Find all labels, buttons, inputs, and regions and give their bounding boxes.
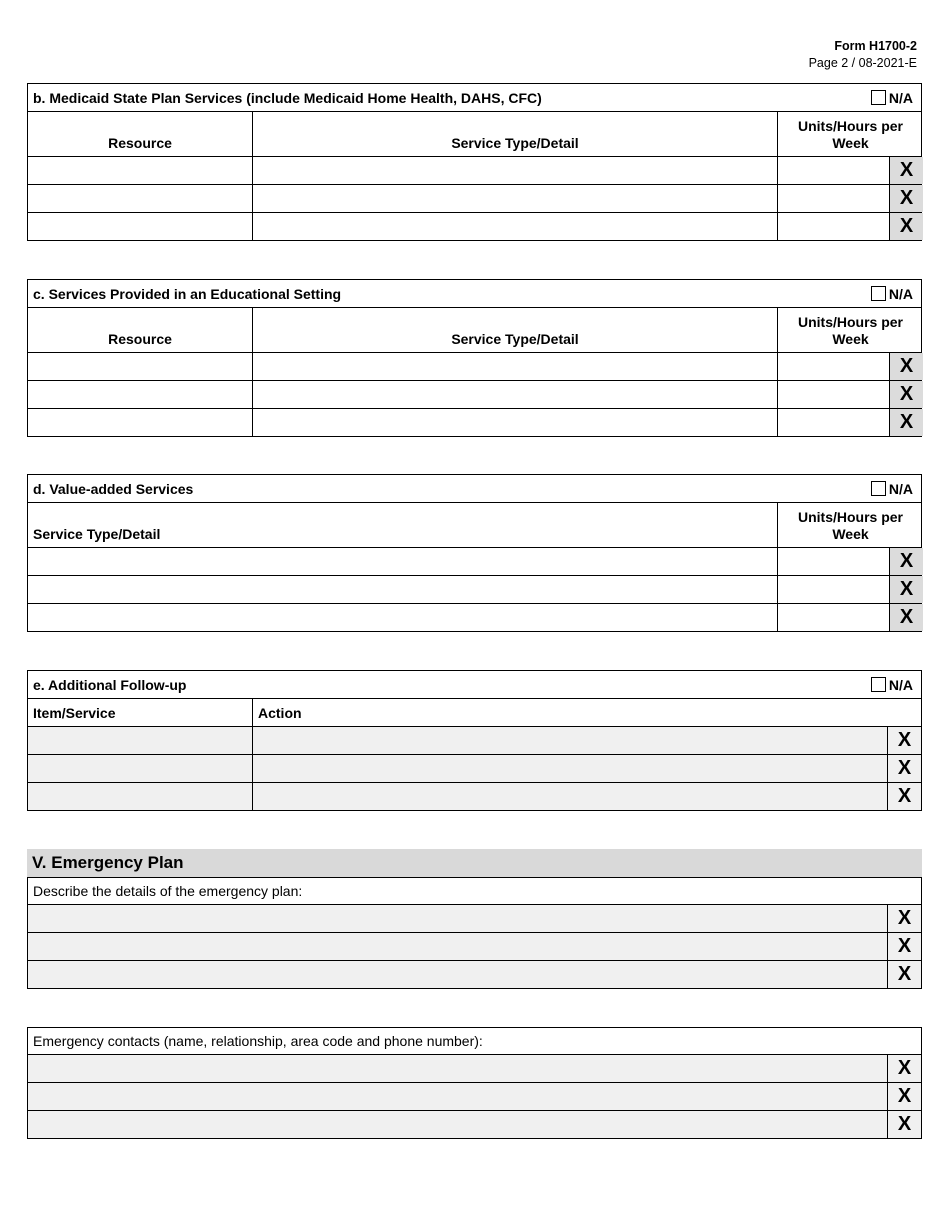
section-e-na-checkbox[interactable] <box>871 677 913 693</box>
delete-row-button[interactable]: X <box>889 381 923 408</box>
col-action: Action <box>252 699 921 726</box>
col-service-type: Service Type/Detail <box>252 112 777 156</box>
table-row <box>27 409 922 437</box>
table-row <box>27 755 922 783</box>
service-type-field[interactable] <box>28 604 777 631</box>
na-label: N/A <box>888 285 913 302</box>
emergency-contact-field[interactable] <box>28 1083 887 1110</box>
col-units-hours: Units/Hours per Week <box>777 112 923 156</box>
delete-row-button[interactable]: X <box>889 409 923 436</box>
section-c-na-checkbox[interactable] <box>871 286 913 302</box>
item-service-field[interactable] <box>28 727 252 754</box>
checkbox-icon[interactable] <box>871 481 886 496</box>
resource-field[interactable] <box>28 185 252 212</box>
section-b-title-bar <box>27 83 922 112</box>
units-hours-field[interactable] <box>777 604 889 631</box>
section-b-title: b. Medicaid State Plan Services (include Medicaid Home Health, DAHS, CFC) <box>33 89 542 106</box>
action-field[interactable] <box>252 755 887 782</box>
service-type-field[interactable] <box>252 157 777 184</box>
units-hours-field[interactable] <box>777 548 889 575</box>
table-row <box>27 213 922 241</box>
col-resource: Resource <box>108 331 172 347</box>
delete-row-button[interactable]: X <box>887 905 921 932</box>
table-row <box>27 727 922 755</box>
section-e-additional-follow-up <box>27 670 922 811</box>
delete-row-button[interactable]: X <box>889 604 923 631</box>
emergency-contact-field[interactable] <box>28 1055 887 1082</box>
form-id: Form H1700-2 <box>834 39 917 53</box>
delete-row-button[interactable]: X <box>889 157 923 184</box>
delete-row-button[interactable]: X <box>887 933 921 960</box>
service-type-field[interactable] <box>252 409 777 436</box>
service-type-field[interactable] <box>252 353 777 380</box>
section-v-emergency-plan <box>27 849 922 989</box>
table-row <box>27 905 922 933</box>
units-hours-field[interactable] <box>777 157 889 184</box>
resource-field[interactable] <box>28 213 252 240</box>
section-d-value-added-services <box>27 474 922 632</box>
action-field[interactable] <box>252 783 887 810</box>
action-field[interactable] <box>252 727 887 754</box>
page-info: Page 2 / 08-2021-E <box>808 56 917 70</box>
table-row <box>27 1083 922 1111</box>
emergency-contacts-prompt: Emergency contacts (name, relationship, area code and phone number): <box>33 1033 483 1049</box>
units-hours-field[interactable] <box>777 185 889 212</box>
col-units-hours: Units/Hours per Week <box>777 308 923 352</box>
section-d-title-bar <box>27 474 922 503</box>
col-item-service: Item/Service <box>33 704 116 721</box>
table-row <box>27 1055 922 1083</box>
section-c-header-row <box>27 308 922 353</box>
item-service-field[interactable] <box>28 783 252 810</box>
service-type-field[interactable] <box>28 576 777 603</box>
section-b-header-row <box>27 112 922 157</box>
emergency-plan-field[interactable] <box>28 961 887 988</box>
resource-field[interactable] <box>28 353 252 380</box>
table-row <box>27 933 922 961</box>
table-row <box>27 783 922 811</box>
col-units-hours: Units/Hours per Week <box>777 503 923 547</box>
delete-row-button[interactable]: X <box>889 185 923 212</box>
section-e-title-bar <box>27 670 922 699</box>
emergency-contacts-section <box>27 1027 922 1139</box>
emergency-plan-prompt-row <box>27 877 922 905</box>
service-type-field[interactable] <box>28 548 777 575</box>
emergency-contacts-prompt-row <box>27 1027 922 1055</box>
delete-row-button[interactable]: X <box>887 1111 921 1138</box>
emergency-contact-field[interactable] <box>28 1111 887 1138</box>
table-row <box>27 961 922 989</box>
checkbox-icon[interactable] <box>871 677 886 692</box>
resource-field[interactable] <box>28 409 252 436</box>
delete-row-button[interactable]: X <box>889 353 923 380</box>
section-d-na-checkbox[interactable] <box>871 481 913 497</box>
delete-row-button[interactable]: X <box>887 727 921 754</box>
section-c-educational-services <box>27 279 922 437</box>
units-hours-field[interactable] <box>777 409 889 436</box>
table-row <box>27 1111 922 1139</box>
col-service-type: Service Type/Detail <box>33 526 161 542</box>
table-row <box>27 576 922 604</box>
service-type-field[interactable] <box>252 213 777 240</box>
na-label: N/A <box>888 89 913 106</box>
col-service-type: Service Type/Detail <box>252 308 777 352</box>
delete-row-button[interactable]: X <box>887 783 921 810</box>
resource-field[interactable] <box>28 381 252 408</box>
emergency-plan-field[interactable] <box>28 905 887 932</box>
section-d-title: d. Value-added Services <box>33 480 194 497</box>
delete-row-button[interactable]: X <box>887 1083 921 1110</box>
service-type-field[interactable] <box>252 381 777 408</box>
service-type-field[interactable] <box>252 185 777 212</box>
na-label: N/A <box>888 480 913 497</box>
table-row <box>27 604 922 632</box>
resource-field[interactable] <box>28 157 252 184</box>
section-d-header-row <box>27 503 922 548</box>
section-b-medicaid-services <box>27 83 922 241</box>
checkbox-icon[interactable] <box>871 90 886 105</box>
delete-row-button[interactable]: X <box>887 1055 921 1082</box>
table-row <box>27 548 922 576</box>
col-resource: Resource <box>108 135 172 151</box>
units-hours-field[interactable] <box>777 213 889 240</box>
table-row <box>27 381 922 409</box>
form-header <box>809 38 917 71</box>
section-b-na-checkbox[interactable] <box>871 90 913 106</box>
table-row <box>27 185 922 213</box>
emergency-plan-prompt: Describe the details of the emergency plan: <box>33 883 303 899</box>
units-hours-field[interactable] <box>777 353 889 380</box>
section-e-title: e. Additional Follow-up <box>33 676 187 693</box>
na-label: N/A <box>888 676 913 693</box>
delete-row-button[interactable]: X <box>889 213 923 240</box>
emergency-plan-field[interactable] <box>28 933 887 960</box>
item-service-field[interactable] <box>28 755 252 782</box>
table-row <box>27 353 922 381</box>
units-hours-field[interactable] <box>777 381 889 408</box>
delete-row-button[interactable]: X <box>889 548 923 575</box>
delete-row-button[interactable]: X <box>887 961 921 988</box>
table-row <box>27 157 922 185</box>
delete-row-button[interactable]: X <box>889 576 923 603</box>
units-hours-field[interactable] <box>777 576 889 603</box>
section-e-header-row <box>27 699 922 727</box>
section-c-title: c. Services Provided in an Educational Setting <box>33 285 342 302</box>
checkbox-icon[interactable] <box>871 286 886 301</box>
section-c-title-bar <box>27 279 922 308</box>
delete-row-button[interactable]: X <box>887 755 921 782</box>
section-v-title: V. Emergency Plan <box>27 849 922 877</box>
